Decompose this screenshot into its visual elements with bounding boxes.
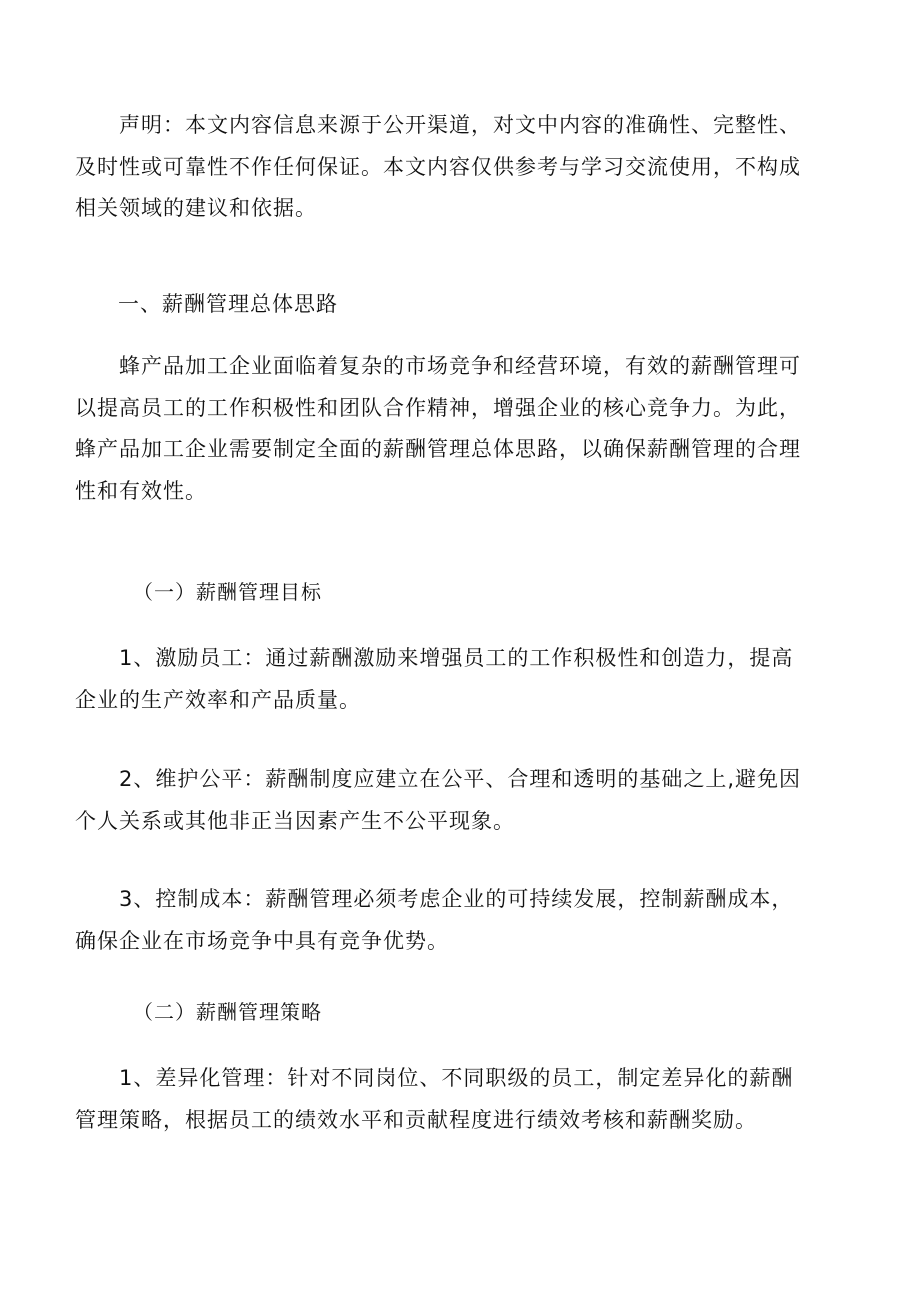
goal-item-1 [75,638,855,721]
goal-line: 2、维护公平：薪酬制度应建立在公平、合理和透明的基础之上,避免因 [75,767,802,791]
disclaimer-line: 相关领域的建议和依据。 [75,196,317,220]
goal-item-3 [75,879,855,962]
disclaimer-line: 声明：本文内容信息来源于公开渠道，对文中内容的准确性、完整性、 [75,113,801,137]
section-heading: 一、薪酬管理总体思路 [118,292,338,316]
goal-line: 个人关系或其他非正当因素产生不公平现象。 [75,808,515,833]
subsection-heading: （二）薪酬管理策略 [133,1000,322,1024]
goal-item-2 [75,759,855,842]
goal-line: 3、控制成本：薪酬管理必须考虑企业的可持续发展，控制薪酬成本， [75,887,794,911]
subsection-heading: （一）薪酬管理目标 [133,580,322,604]
goal-line: 企业的生产效率和产品质量。 [75,687,361,712]
intro-line: 蜂产品加工企业面临着复杂的市场竞争和经营环境，有效的薪酬管理可 [75,354,801,378]
goal-line: 确保企业在市场竞争中具有竞争优势。 [75,928,449,953]
intro-line: 以提高员工的工作积极性和团队合作精神，增强企业的核心竞争力。为此， [75,395,801,420]
intro-line: 性和有效性。 [75,478,207,503]
goal-line: 1、激励员工：通过薪酬激励来增强员工的工作积极性和创造力，提高 [75,646,794,670]
strategy-item-1 [75,1058,855,1141]
disclaimer-paragraph [75,105,855,230]
disclaimer-line: 及时性或可靠性不作任何保证。本文内容仅供参考与学习交流使用，不构成 [75,154,801,179]
strategy-line: 1、差异化管理：针对不同岗位、不同职级的员工，制定差异化的薪酬 [75,1066,794,1090]
intro-line: 蜂产品加工企业需要制定全面的薪酬管理总体思路，以确保薪酬管理的合理 [75,437,801,461]
strategy-line: 管理策略，根据员工的绩效水平和贡献程度进行绩效考核和薪酬奖励。 [75,1107,757,1132]
intro-paragraph [75,346,855,512]
